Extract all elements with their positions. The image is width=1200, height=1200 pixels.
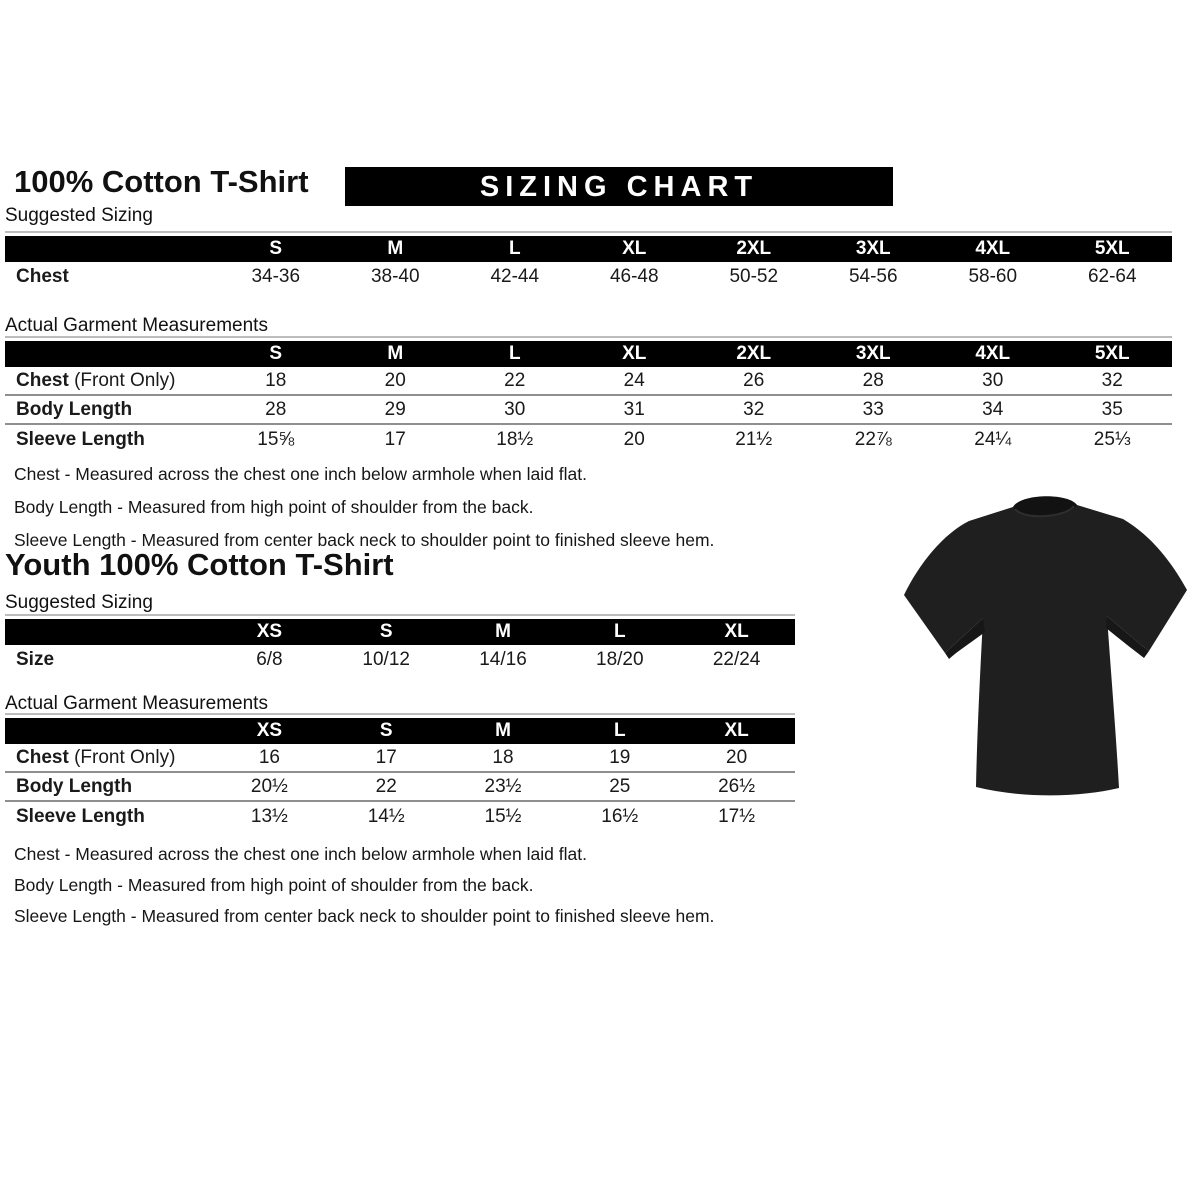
column-header-4xl: 4XL	[975, 238, 1011, 259]
column-header-s: S	[379, 621, 393, 642]
column-header-xs: XS	[256, 720, 283, 741]
column-header-5xl: 5XL	[1094, 238, 1130, 259]
column-header-xl: XL	[622, 343, 647, 364]
value-cell: 14/16	[479, 648, 527, 670]
value-cell: 54-56	[848, 265, 898, 287]
value-cell: 32	[743, 398, 765, 420]
value-cell: 14½	[367, 805, 405, 827]
youth-section-title: Youth 100% Cotton T-Shirt	[5, 547, 394, 582]
value-cell: 10/12	[362, 648, 410, 670]
row-label: Chest (Front Only)	[16, 746, 176, 768]
value-cell: 13½	[250, 805, 288, 827]
table-row-sleeve-length	[5, 425, 1172, 454]
value-cell: 22⅞	[854, 428, 892, 450]
table-row-sleeve-length	[5, 802, 795, 831]
column-header-3xl: 3XL	[855, 343, 891, 364]
value-cell: 46-48	[609, 265, 659, 287]
value-cell: 26½	[718, 775, 756, 797]
adult-measurement-notes	[14, 458, 714, 557]
adult-actual-measurements-table	[5, 336, 1172, 454]
table-header-row	[5, 718, 795, 744]
black-tshirt-photo	[893, 490, 1197, 802]
adult-actual-measurements-label: Actual Garment Measurements	[5, 315, 268, 336]
value-cell: 22	[375, 775, 397, 797]
column-header-2xl: 2XL	[736, 238, 772, 259]
value-cell: 25⅓	[1093, 428, 1131, 450]
column-header-xs: XS	[256, 621, 283, 642]
value-cell: 19	[609, 746, 631, 768]
value-cell: 17	[384, 428, 406, 450]
column-header-m: M	[387, 238, 404, 259]
value-cell: 22	[504, 369, 526, 391]
column-header-m: M	[387, 343, 404, 364]
table-row-chest	[5, 744, 795, 773]
column-header-l: L	[613, 621, 626, 642]
value-cell: 16	[258, 746, 280, 768]
value-cell: 21½	[735, 428, 773, 450]
column-header-5xl: 5XL	[1094, 343, 1130, 364]
column-header-xl: XL	[724, 720, 749, 741]
value-cell: 15⅝	[257, 428, 295, 450]
value-cell: 20	[384, 369, 406, 391]
value-cell: 42-44	[490, 265, 540, 287]
value-cell: 30	[504, 398, 526, 420]
value-cell: 20	[623, 428, 645, 450]
tshirt-silhouette	[893, 490, 1197, 802]
value-cell: 34-36	[251, 265, 301, 287]
value-cell: 50-52	[729, 265, 779, 287]
table-header-row	[5, 341, 1172, 367]
value-cell: 22/24	[712, 648, 761, 670]
value-cell: 18½	[496, 428, 534, 450]
value-cell: 18	[265, 369, 287, 391]
row-label: Chest (Front Only)	[16, 369, 176, 391]
value-cell: 15½	[484, 805, 522, 827]
value-cell: 17½	[718, 805, 756, 827]
column-header-m: M	[495, 621, 511, 642]
column-header-l: L	[508, 343, 521, 364]
table-row-chest	[5, 262, 1172, 291]
adult-suggested-sizing-table	[5, 231, 1172, 291]
measurement-note: Chest - Measured across the chest one inch below armhole when laid flat.	[14, 464, 587, 484]
row-label: Size	[16, 648, 55, 670]
value-cell: 24	[623, 369, 645, 391]
column-header-s: S	[269, 343, 283, 364]
value-cell: 30	[982, 369, 1004, 391]
value-cell: 28	[862, 369, 884, 391]
column-header-xl: XL	[622, 238, 647, 259]
value-cell: 29	[384, 398, 406, 420]
measurement-note: Sleeve Length - Measured from center back neck to shoulder point to finished sleeve hem.	[14, 530, 715, 550]
row-label: Chest	[16, 265, 69, 287]
table-row-chest	[5, 367, 1172, 396]
table-header-row	[5, 619, 795, 645]
youth-actual-measurements-label: Actual Garment Measurements	[5, 693, 268, 714]
column-header-3xl: 3XL	[855, 238, 891, 259]
youth-measurement-notes	[14, 839, 714, 932]
value-cell: 58-60	[968, 265, 1018, 287]
value-cell: 31	[623, 398, 645, 420]
column-header-m: M	[495, 720, 511, 741]
sizing-chart-banner: SIZING CHART	[345, 167, 893, 206]
youth-actual-measurements-table	[5, 713, 795, 831]
value-cell: 18	[492, 746, 514, 768]
value-cell: 23½	[484, 775, 522, 797]
value-cell: 17	[375, 746, 397, 768]
table-row-body-length	[5, 396, 1172, 425]
table-row-body-length	[5, 773, 795, 802]
measurement-note: Body Length - Measured from high point of shoulder from the back.	[14, 497, 534, 517]
row-label: Body Length	[16, 398, 133, 420]
table-row-size	[5, 645, 795, 674]
page-title: 100% Cotton T-Shirt	[14, 164, 309, 199]
value-cell: 32	[1101, 369, 1123, 391]
value-cell: 6/8	[256, 648, 283, 670]
row-label: Sleeve Length	[16, 805, 145, 827]
column-header-s: S	[269, 238, 283, 259]
column-header-l: L	[508, 238, 521, 259]
row-label: Body Length	[16, 775, 133, 797]
value-cell: 35	[1101, 398, 1123, 420]
value-cell: 25	[609, 775, 631, 797]
column-header-s: S	[379, 720, 393, 741]
column-header-l: L	[613, 720, 626, 741]
youth-suggested-sizing-label: Suggested Sizing	[5, 592, 153, 613]
column-header-4xl: 4XL	[975, 343, 1011, 364]
value-cell: 28	[265, 398, 287, 420]
column-header-2xl: 2XL	[736, 343, 772, 364]
column-header-xl: XL	[724, 621, 749, 642]
value-cell: 24¼	[974, 428, 1012, 450]
youth-suggested-sizing-table	[5, 614, 795, 674]
value-cell: 20½	[250, 775, 288, 797]
value-cell: 16½	[601, 805, 639, 827]
measurement-note: Sleeve Length - Measured from center back neck to shoulder point to finished sleeve hem.	[14, 906, 715, 926]
value-cell: 33	[862, 398, 884, 420]
value-cell: 26	[743, 369, 765, 391]
value-cell: 18/20	[596, 648, 644, 670]
row-label: Sleeve Length	[16, 428, 145, 450]
value-cell: 34	[982, 398, 1004, 420]
table-header-row	[5, 236, 1172, 262]
measurement-note: Chest - Measured across the chest one inch below armhole when laid flat.	[14, 844, 587, 864]
measurement-note: Body Length - Measured from high point of shoulder from the back.	[14, 875, 534, 895]
tshirt-body	[904, 499, 1187, 796]
value-cell: 20	[726, 746, 748, 768]
adult-suggested-sizing-label: Suggested Sizing	[5, 205, 153, 226]
value-cell: 62-64	[1087, 265, 1137, 287]
value-cell: 38-40	[370, 265, 420, 287]
